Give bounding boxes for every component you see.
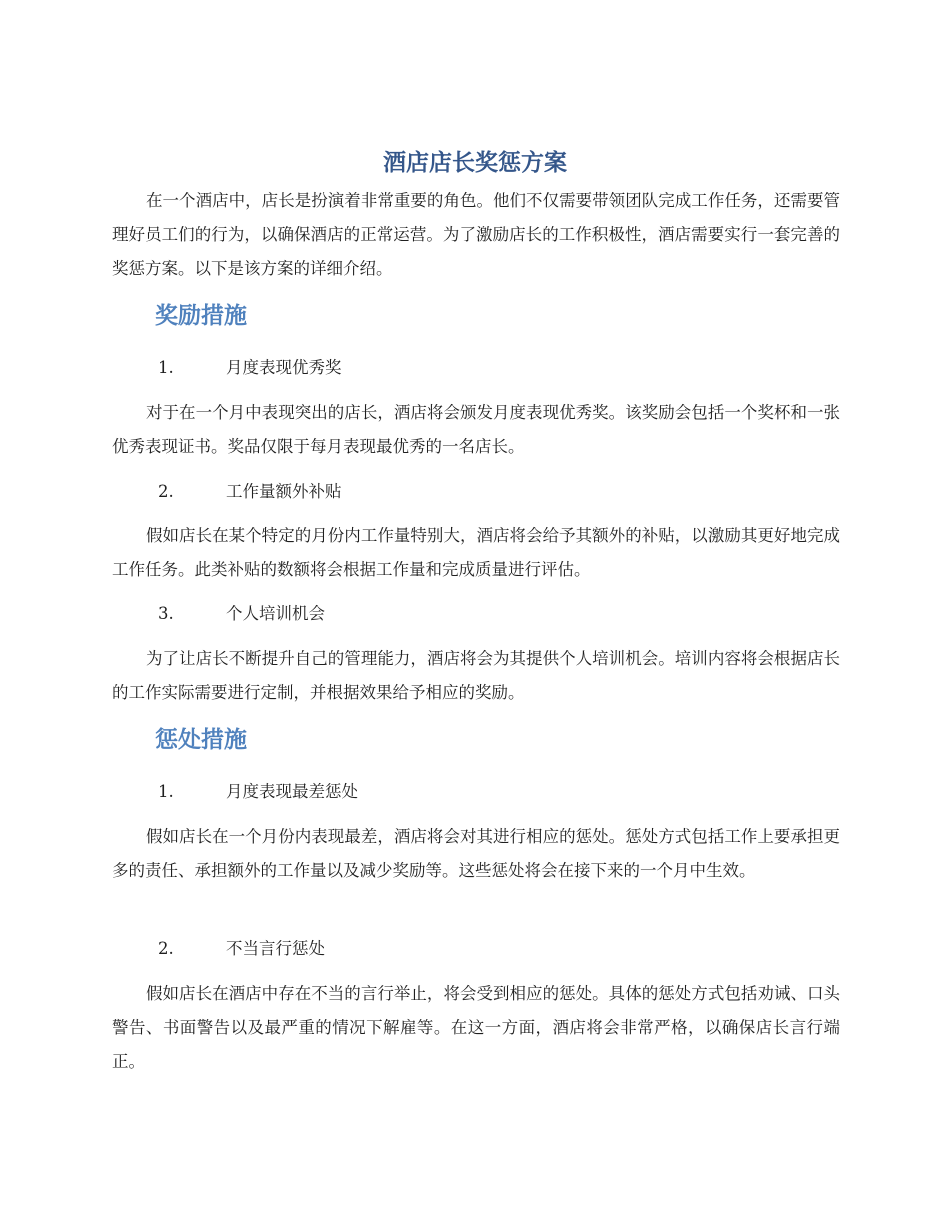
intro-paragraph: 在一个酒店中，店长是扮演着非常重要的角色。他们不仅需要带领团队完成工作任务，还需要管理好员工们的行为，以确保酒店的正常运营。为了激励店长的工作积极性，酒店需要实行一套完善的奖惩方案。以下是该方案的详细介绍。 xyxy=(112,191,840,278)
reward-item-2-title xyxy=(158,478,342,506)
list-label: 月度表现优秀奖 xyxy=(226,358,342,377)
reward-item-1-title xyxy=(158,354,342,382)
list-number: 1. xyxy=(158,782,174,801)
reward-item-3-paragraph: 为了让店长不断提升自己的管理能力，酒店将会为其提供个人培训机会。培训内容将会根据店长的工作实际需要进行定制，并根据效果给予相应的奖励。 xyxy=(112,649,840,702)
penalty-item-1-title xyxy=(158,778,358,806)
list-label: 工作量额外补贴 xyxy=(226,482,342,501)
list-number: 1. xyxy=(158,358,174,377)
rewards-heading: 奖励措施 xyxy=(155,303,247,329)
reward-item-1-paragraph: 对于在一个月中表现突出的店长，酒店将会颁发月度表现优秀奖。该奖励会包括一个奖杯和一张优秀表现证书。奖品仅限于每月表现最优秀的一名店长。 xyxy=(112,403,840,456)
list-number: 2. xyxy=(158,482,174,501)
list-label: 个人培训机会 xyxy=(226,604,325,623)
penalty-item-1-paragraph: 假如店长在一个月份内表现最差，酒店将会对其进行相应的惩处。惩处方式包括工作上要承担更多的责任、承担额外的工作量以及减少奖励等。这些惩处将会在接下来的一个月中生效。 xyxy=(112,827,840,880)
penalty-item-2-paragraph: 假如店长在酒店中存在不当的言行举止，将会受到相应的惩处。具体的惩处方式包括劝诫、口头警告、书面警告以及最严重的情况下解雇等。在这一方面，酒店将会非常严格，以确保店长言行端正。 xyxy=(112,984,840,1071)
penalty-item-2-title xyxy=(158,935,325,963)
list-label: 月度表现最差惩处 xyxy=(226,782,358,801)
reward-item-2-paragraph: 假如店长在某个特定的月份内工作量特别大，酒店将会给予其额外的补贴，以激励其更好地完成工作任务。此类补贴的数额将会根据工作量和完成质量进行评估。 xyxy=(112,526,840,579)
document-title: 酒店店长奖惩方案 xyxy=(383,150,567,176)
list-number: 2. xyxy=(158,939,174,958)
list-label: 不当言行惩处 xyxy=(226,939,325,958)
penalties-heading: 惩处措施 xyxy=(155,727,247,753)
list-number: 3. xyxy=(158,604,174,623)
reward-item-3-title xyxy=(158,600,325,628)
